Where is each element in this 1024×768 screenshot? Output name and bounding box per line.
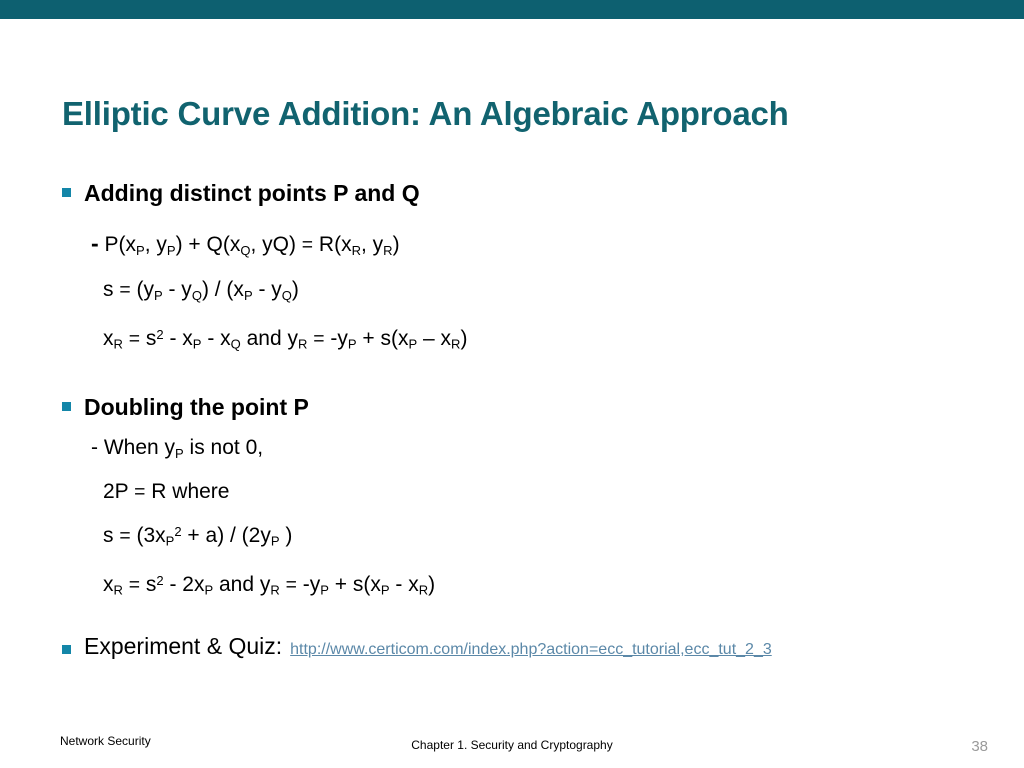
footer-chapter: Chapter 1. Security and Cryptography: [411, 738, 613, 752]
equation-xr-yr-distinct: $x_R = s^2 - x_P - x_Q$ and $y_R = -y_P + s(x_P - x_R)$: [103, 326, 468, 352]
bullet-experiment-quiz: [62, 631, 982, 665]
ecc-tutorial-link[interactable]: http://www.certicom.com/index.php?action=ecc_tutorial,ecc_tut_2_3: [290, 640, 772, 658]
quiz-label: Experiment & Quiz:: [84, 632, 283, 659]
condition-yp-not-zero: - When $y_P$ is not 0,: [91, 435, 264, 461]
section-heading-1: Adding distinct points P and Q: [84, 180, 420, 206]
footer-course-name: Network Security: [60, 734, 151, 748]
top-accent-bar: [0, 0, 1024, 19]
bullet-adding-distinct-points: [62, 178, 982, 208]
section-heading-2: Doubling the point P: [84, 393, 309, 420]
square-bullet-icon: [62, 635, 84, 665]
square-bullet-icon: [62, 178, 84, 208]
equation-xr-yr-doubling: $x_R = s^2 - 2x_P$ and $y_R = -y_P + s(x_P - x_R)$: [103, 572, 436, 598]
bullet-doubling-the-point: [62, 392, 982, 422]
equation-slope-distinct: $s = (y_P - y_Q) / (x_P - y_Q)$: [103, 277, 299, 303]
dash-marker: -: [91, 230, 99, 256]
page-title: Elliptic Curve Addition: An Algebraic Approach: [62, 95, 789, 132]
footer-page-number: 38: [971, 738, 988, 755]
equation-slope-doubling: $s = (3x_P^2 + a) / (2y_P$ ): [103, 524, 293, 550]
square-bullet-icon: [62, 392, 84, 422]
slide-body: [62, 178, 982, 665]
equation-p-plus-q: - $P(x_P$, $y_P) + Q(x_Q$, $yQ) = R(x_R$, $y_R$): [91, 230, 400, 258]
equation-2p-equals-r: 2P = R where: [103, 480, 230, 504]
